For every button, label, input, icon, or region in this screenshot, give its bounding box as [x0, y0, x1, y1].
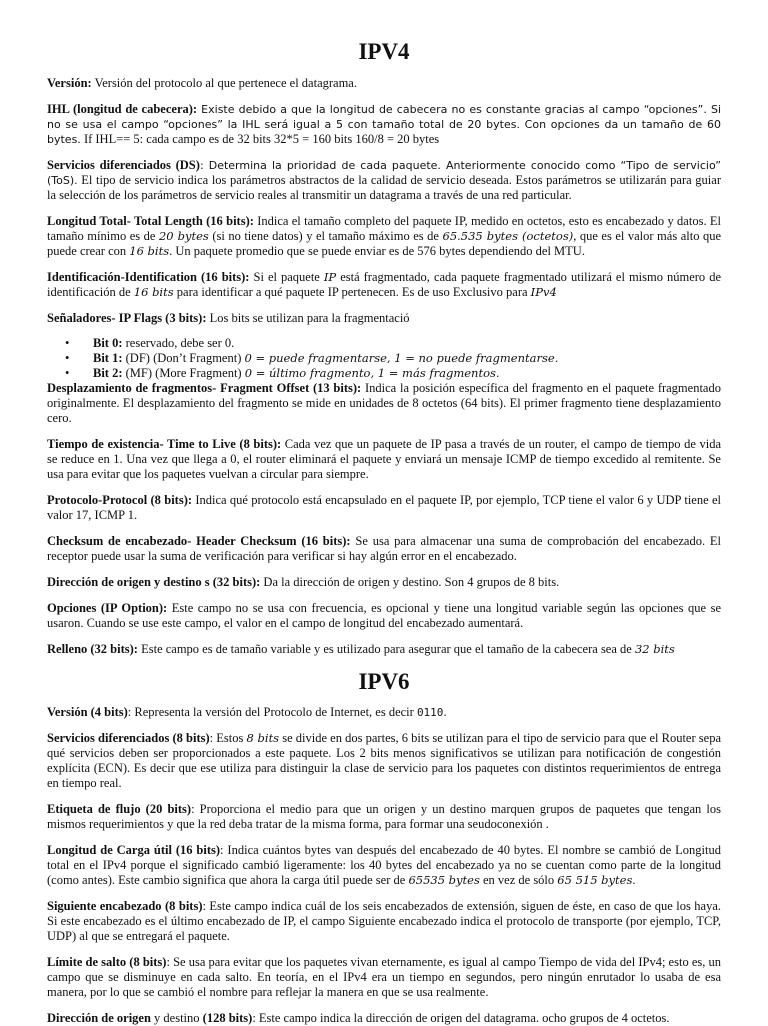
bit0-text: reservado, debe ser 0. [122, 335, 235, 350]
ipv4-total-length-label: Longitud Total- Total Length (16 bits): [47, 213, 254, 228]
ipv6-version-paragraph [47, 705, 721, 720]
ipv4-ihl-calc: If IHL== 5: cada campo es de 32 bits 32*5 = 160 bits 160/8 = 20 bytes [80, 131, 440, 146]
ipv6-ds-text-2: se divide en dos partes, 6 bits se utilizan para el tipo de servicio para que el Router sepa qué servicios deben ser proporcionados a este paquete. Los 2 bits menos significativos se utilizan para notificación de congestión explícita (ECN). Es decir que ese utiliza para distinguir la clase de servicio para los paquetes con distintos requerimientos de entrega en tiempo real. [47, 731, 722, 791]
ipv4-ds-text: : Determina la prioridad de cada paquete. Anteriormente conocido como “Tipo de servicio” (ToS). [47, 158, 722, 187]
ipv4-identification-ip: IP [323, 269, 337, 284]
ipv4-ihl-label: IHL (longitud de cabecera): [47, 101, 198, 116]
ipv4-identification-label: Identificación-Identification (16 bits): [47, 269, 250, 284]
list-item [93, 336, 721, 351]
ipv4-options-paragraph [47, 601, 721, 631]
ipv4-flags-paragraph [47, 311, 721, 326]
ipv6-next-header-paragraph [47, 899, 721, 944]
bit1-math: 0 = puede fragmentarse, 1 = no puede fragmentarse. [244, 350, 559, 365]
ipv6-next-header-label: Siguiente encabezado (8 bits) [47, 899, 203, 914]
ipv6-hop-limit-label: Límite de salto (8 bits) [47, 955, 167, 970]
ipv4-fragment-offset-label: Desplazamiento de fragmentos- Fragment Offset (13 bits): [47, 380, 362, 395]
ipv4-fragment-offset-paragraph [47, 381, 721, 426]
ipv4-identification-text-2: está fragmentado, cada paquete fragmentado utilizará el mismo número de identificación de [47, 269, 722, 299]
ipv4-padding-label: Relleno (32 bits): [47, 641, 138, 656]
bit2-math: 0 = último fragmento, 1 = más fragmentos. [244, 365, 500, 380]
ipv4-total-length-text-3: , que es el valor más alto que puede crear con [47, 228, 721, 258]
ipv6-source-text-a: y destino [150, 1011, 203, 1026]
ipv6-source-text-b: : Este campo indica la dirección de origen del datagrama. ocho grupos de 4 octetos. [252, 1011, 670, 1026]
ipv4-identification-paragraph [47, 270, 721, 300]
ipv4-addresses-label: Dirección de origen y destino s (32 bits): [47, 574, 261, 589]
ipv6-flow-label-paragraph [47, 802, 721, 832]
ipv6-payload-text-2: en vez de sólo [479, 873, 558, 888]
ipv4-ihl-text: Existe debido a que la longitud de cabecera no es constante gracias al campo “opciones”. Si no se usa el campo “opciones” la IHL será igual a 5 con tamaño total de 20 bytes. Con opciones da un tamaño de 60 bytes. [47, 102, 721, 146]
ipv4-ttl-label: Tiempo de existencia- Time to Live (8 bits): [47, 436, 282, 451]
ipv6-ds-label: Servicios diferenciados (8 bits) [47, 731, 210, 746]
ipv4-ttl-paragraph [47, 437, 721, 482]
ipv6-ds-text-1: : Estos [209, 731, 247, 746]
ipv6-source-label: Dirección de origen [47, 1011, 151, 1026]
ipv4-protocol-paragraph [47, 493, 721, 523]
ipv4-fragment-offset-text: Indica la posición específica del fragmento en el paquete fragmentado originalmente. El desplazamiento del fragmento se mide en unidades de 8 octetos (64 bits). El primer fragmento tiene desplazamiento cero. [47, 380, 721, 425]
ipv6-hop-limit-paragraph [47, 955, 721, 1000]
ipv4-ttl-text: Cada vez que un paquete de IP pasa a través de un router, el campo de tiempo de vida se reduce en 1. Una vez que llega a 0, el router eliminará el paquete y enviará un mensaje ICMP de tiempo excedido al remitente. Se usa para evitar que los paquetes vuelvan a circular para siempre. [47, 436, 721, 481]
ipv4-protocol-label: Protocolo-Protocol (8 bits): [47, 492, 193, 507]
ipv4-flags-list [47, 336, 721, 381]
ipv6-version-label: Versión (4 bits) [47, 705, 128, 720]
ipv4-ds-label: Servicios diferenciados (DS) [47, 157, 200, 172]
ipv6-ds-paragraph [47, 731, 721, 791]
ipv6-next-header-text: : Este campo indica cuál de los seis encabezados de extensión, siguen de éste, en caso de que los haya. Si este encabezado es el último encabezado de IP, el campo Siguiente encabezado indica el protocolo de transporte (por ejemplo, TCP, UDP) al que se entregará el paquete. [47, 899, 722, 944]
ipv4-title: IPV4 [358, 39, 410, 64]
ipv4-flags-text: Los bits se utilizan para la fragmentació [206, 310, 410, 325]
ipv4-total-length-min: 20 bytes [158, 228, 209, 243]
ipv6-flow-label-text: : Proporciona el medio para que un origen y un destino marquen grupos de paquetes que tengan los mismos requerimientos y que la red deba tratar de la misma forma, para formar una seudoconexión . [47, 802, 721, 832]
ipv4-total-length-bits: 16 bits [129, 243, 170, 258]
ipv6-payload-text-1: : Indica cuántos bytes van después del encabezado de 40 bytes. El nombre se cambió de Longitud total en el IPv4 porque el significado cambió ligeramente: los 40 bytes del encabezado ya no se cuentan como parte de la longitud (como antes). Este cambio significa que ahora la carga útil puede ser de [47, 843, 721, 888]
ipv4-identification-ipv4: IPv4 [530, 284, 557, 299]
bit2-label: Bit 2: [93, 365, 123, 380]
ipv4-padding-text: Este campo es de tamaño variable y es utilizado para asegurar que el tamaño de la cabecera sea de [137, 641, 635, 656]
ipv4-checksum-text: Se usa para almacenar una suma de comprobación del encabezado. El receptor puede usar la suma de verificación para verificar si hay algún error en el encabezado. [47, 533, 721, 563]
bit0-label: Bit 0: [93, 335, 123, 350]
ipv4-padding-paragraph [47, 642, 721, 657]
bit1-text: (DF) (Don’t Fragment) [122, 350, 245, 365]
bit2-text: (MF) (More Fragment) [122, 365, 245, 380]
ipv4-options-text: Este campo no se usa con frecuencia, es opcional y tiene una longitud variable según las opciones que se usaron. Cuando se use este campo, el valor en el campo de longitud del encabezado aumentará. [47, 600, 721, 630]
ipv6-hop-limit-text: : Se usa para evitar que los paquetes vivan eternamente, es igual al campo Tiempo de vida del IPv4; esto es, un campo que se disminuye en cada salto. En teoría, en el IPv4 era un tiempo en segundos, pero ningún enrutador lo usaba de esa manera, por lo que se cambió el nombre para reflejar la manera en que se usa realmente. [47, 955, 721, 1000]
ipv4-flags-list-wrap [47, 336, 721, 381]
ipv4-ihl-paragraph [47, 102, 721, 147]
ipv4-protocol-text: Indica qué protocolo está encapsulado en el paquete IP, por ejemplo, TCP tiene el valor 6 y UDP tiene el valor 17, ICMP 1. [47, 492, 721, 522]
ipv4-checksum-label: Checksum de encabezado- Header Checksum (16 bits): [47, 533, 351, 548]
ipv4-identification-bits: 16 bits [133, 284, 174, 299]
ipv4-padding-bits: 32 bits [634, 641, 675, 656]
ipv4-addresses-paragraph [47, 575, 721, 590]
list-item [93, 351, 721, 366]
ipv4-total-length-text-1: Indica el tamaño completo del paquete IP, medido en octetos, esto es encabezado y datos. El tamaño mínimo es de [47, 213, 721, 243]
ipv6-version-end: . [443, 705, 447, 720]
bit1-label: Bit 1: [93, 350, 123, 365]
ipv4-options-label: Opciones (IP Option): [47, 600, 168, 615]
ipv6-version-value: 0110 [416, 706, 444, 720]
ipv4-flags-label: Señaladores- IP Flags (3 bits): [47, 310, 207, 325]
ipv6-source-bits: (128 bits) [202, 1011, 253, 1026]
ipv6-payload-old: 65 515 bytes [557, 873, 633, 888]
ipv6-payload-end: . [632, 873, 636, 888]
ipv6-version-text: : Representa la versión del Protocolo de Internet, es decir [127, 705, 417, 720]
ipv6-payload-label: Longitud de Carga útil (16 bits) [47, 843, 221, 858]
ipv4-addresses-text: Da la dirección de origen y destino. Son 4 grupos de 8 bits. [260, 574, 560, 589]
ipv6-payload-paragraph [47, 843, 721, 888]
ipv6-payload-new: 65535 bytes [408, 873, 480, 888]
list-item [93, 366, 721, 381]
ipv4-version-label: Versión: [47, 75, 92, 90]
ipv4-identification-text-3: para identificar a qué paquete IP pertenecen. Es de uso Exclusivo para [173, 284, 531, 299]
ipv4-checksum-paragraph [47, 534, 721, 564]
ipv4-total-length-text-4: . Un paquete promedio que se puede enviar es de 576 bytes dependiendo del MTU. [169, 243, 585, 258]
ipv4-identification-text-1: Si el paquete [249, 269, 324, 284]
ipv6-ds-bits: 8 bits [246, 731, 280, 746]
ipv4-total-length-text-2: (si no tiene datos) y el tamaño máximo es de [208, 228, 443, 243]
ipv4-ds-paragraph [47, 158, 721, 203]
ipv6-title: IPV6 [358, 668, 410, 694]
ipv4-version-text: Versión del protocolo al que pertenece el datagrama. [91, 75, 357, 90]
ipv4-total-length-max: 65.535 bytes (octetos) [442, 228, 574, 243]
ipv4-total-length-paragraph [47, 214, 721, 259]
ipv4-ds-text-2: El tipo de servicio indica los parámetros abstractos de la calidad de servicio deseada. Estos parámetros se utilizarán para guiar la selección de los parámetros de servicio reales al transmitir un datagrama a través de una red particular. [47, 172, 721, 202]
ipv6-flow-label-label: Etiqueta de flujo (20 bits) [47, 802, 192, 817]
ipv4-version-paragraph [47, 76, 721, 91]
